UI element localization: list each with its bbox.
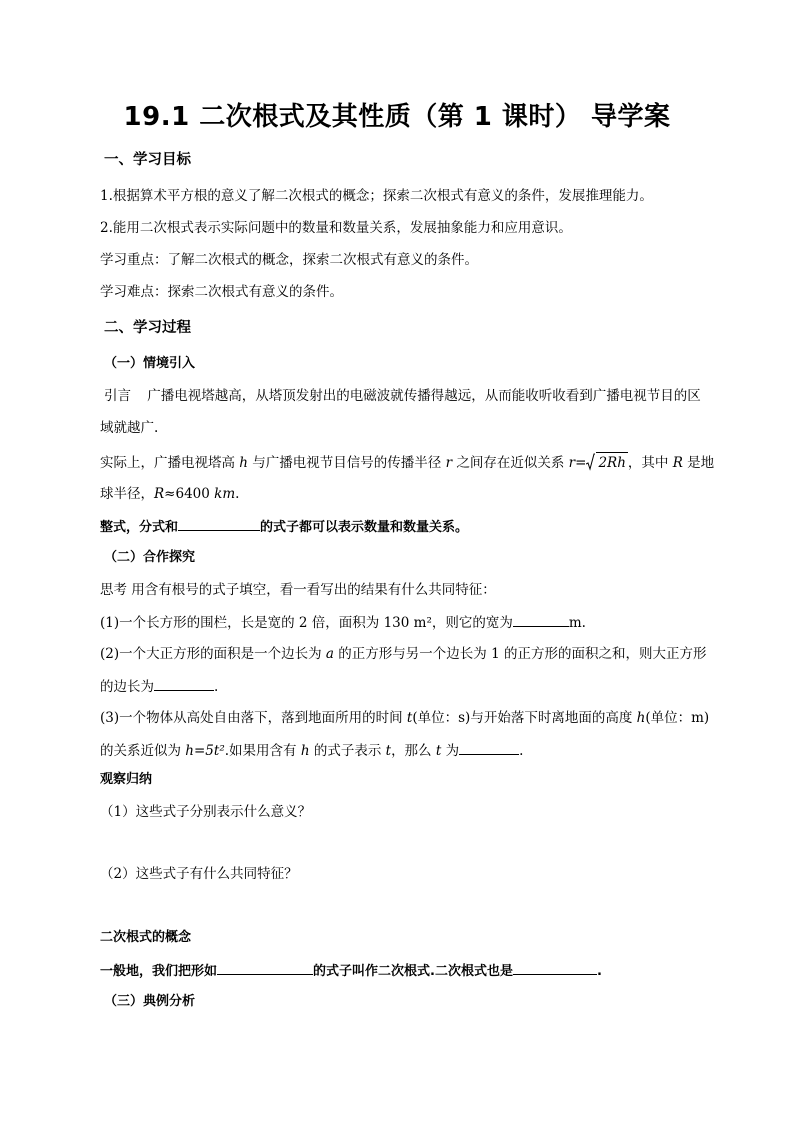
- q2-text-c: 的边长为: [100, 679, 154, 695]
- difficult-point: 学习难点：探索二次根式有意义的条件。: [100, 284, 343, 300]
- intro-paragraph-line1: [100, 386, 701, 406]
- fill-blank-q1[interactable]: [513, 612, 569, 627]
- sqrt-2Rh: [586, 452, 627, 473]
- var-h-q3b: h: [300, 743, 310, 759]
- key-point: 学习重点：了解二次根式的概念，探索二次根式有意义的条件。: [100, 252, 478, 268]
- q2-period: .: [214, 679, 219, 695]
- fill-blank-concept-2[interactable]: [513, 960, 597, 975]
- concept-period: .: [596, 964, 602, 979]
- fact-text-a: 实际上，广播电视塔高: [100, 455, 240, 471]
- question-3-line2: [100, 740, 523, 761]
- section-heading-process: 二、学习过程: [104, 320, 191, 336]
- think-prompt: [100, 580, 496, 600]
- fact-text-e: 是地: [682, 455, 715, 471]
- fill-blank-1[interactable]: [178, 516, 260, 531]
- q1-unit: m.: [568, 615, 586, 631]
- radicand: 2Rh: [596, 452, 627, 473]
- section-heading-goals: 一、学习目标: [104, 152, 191, 168]
- concept-text-b: 的式子叫作二次根式.二次根式也是: [313, 964, 513, 979]
- q3-period: .: [519, 743, 524, 759]
- equals-sign: =: [575, 455, 587, 471]
- part-heading-explore: （二）合作探究: [104, 550, 196, 565]
- var-t: t: [406, 710, 413, 726]
- q3-text-g: ，那么: [391, 743, 436, 759]
- fill-blank-q2[interactable]: [154, 676, 214, 691]
- unit-km: km: [214, 486, 236, 502]
- fact-line2-text: 球半径，: [100, 486, 154, 502]
- q3-text-d: 的关系近似为: [100, 743, 186, 759]
- concept-text-a: 一般地，我们把形如: [100, 964, 218, 979]
- question-3-line1: [100, 708, 709, 728]
- intro-text: 广播电视塔越高，从塔顶发射出的电磁波就传播得越远，从而能收听收看到广播电视节目的区: [147, 388, 701, 404]
- intro-paragraph-line2: 域就越广.: [100, 420, 159, 436]
- fill-blank-concept-1[interactable]: [217, 960, 313, 975]
- var-R: R: [672, 455, 683, 471]
- var-h: h: [239, 455, 248, 471]
- intro-label: 引言: [104, 388, 131, 404]
- question-1: [100, 612, 586, 633]
- observe-heading: 观察归纳: [100, 772, 153, 787]
- fact-text-b: 与广播电视节目信号的传播半径: [248, 455, 446, 471]
- goal-2: 2.能用二次根式表示实际问题中的数量和数量关系，发展抽象能力和应用意识。: [100, 220, 572, 236]
- q2-text-a: (2)一个大正方形的面积是一个边长为: [100, 646, 326, 662]
- document-title: 19.1 二次根式及其性质（第 1 课时） 导学案: [123, 102, 671, 132]
- radical-sign-icon: [586, 453, 595, 471]
- q3-formula: h=5t²: [185, 743, 225, 759]
- q3-text-i: 为: [441, 743, 460, 759]
- fill-blank-q3[interactable]: [459, 740, 519, 755]
- var-r-formula: r: [568, 455, 576, 471]
- q1-text: (1)一个长方形的围栏，长是宽的 2 倍，面积为 130 m²，则它的宽为: [100, 615, 513, 631]
- observe-question-2: （2）这些式子有什么共同特征？: [100, 866, 298, 882]
- var-a: a: [325, 646, 334, 662]
- q2-text-b: 的正方形与另一个边长为 1 的正方形的面积之和，则大正方形: [333, 646, 707, 662]
- q3-text-a: (3)一个物体从高处自由落下，落到地面所用的时间: [100, 710, 407, 726]
- var-t3: t: [435, 743, 442, 759]
- part-heading-intro: （一）情境引入: [104, 356, 196, 371]
- q3-text-b: (单位：s)与开始落下时离地面的高度: [412, 710, 637, 726]
- concept-heading: 二次根式的概念: [100, 930, 192, 945]
- bold-text-a: 整式，分式和: [100, 520, 179, 535]
- var-t2: t: [385, 743, 392, 759]
- think-label: 思考: [100, 582, 127, 598]
- fact-paragraph-line1: [100, 452, 714, 473]
- bold-statement: [100, 516, 468, 538]
- q3-text-e: .如果用含有: [224, 743, 301, 759]
- question-2-line1: [100, 644, 706, 664]
- fact-text-c: 之间存在近似关系: [452, 455, 569, 471]
- var-h-q3: h: [636, 710, 646, 726]
- q3-text-f: 的式子表示: [309, 743, 386, 759]
- period: .: [235, 486, 240, 502]
- part-heading-examples: （三）典例分析: [104, 994, 196, 1009]
- observe-question-1: （1）这些式子分别表示什么意义？: [100, 804, 312, 820]
- think-text: 用含有根号的式子填空，看一看写出的结果有什么共同特征：: [127, 582, 496, 598]
- concept-definition: [100, 960, 602, 982]
- question-2-line2: [100, 676, 218, 697]
- bold-text-b: 的式子都可以表示数量和数量关系。: [260, 520, 469, 535]
- var-R-value: R: [154, 486, 165, 502]
- q3-text-c: (单位：m): [645, 710, 710, 726]
- var-r: r: [445, 455, 453, 471]
- fact-paragraph-line2: [100, 484, 239, 504]
- goal-1: 1.根据算术平方根的意义了解二次根式的概念；探索二次根式有意义的条件，发展推理能力。: [100, 188, 653, 204]
- earth-radius-value: ≈6400: [164, 486, 215, 502]
- fact-text-d: ，其中: [627, 455, 673, 471]
